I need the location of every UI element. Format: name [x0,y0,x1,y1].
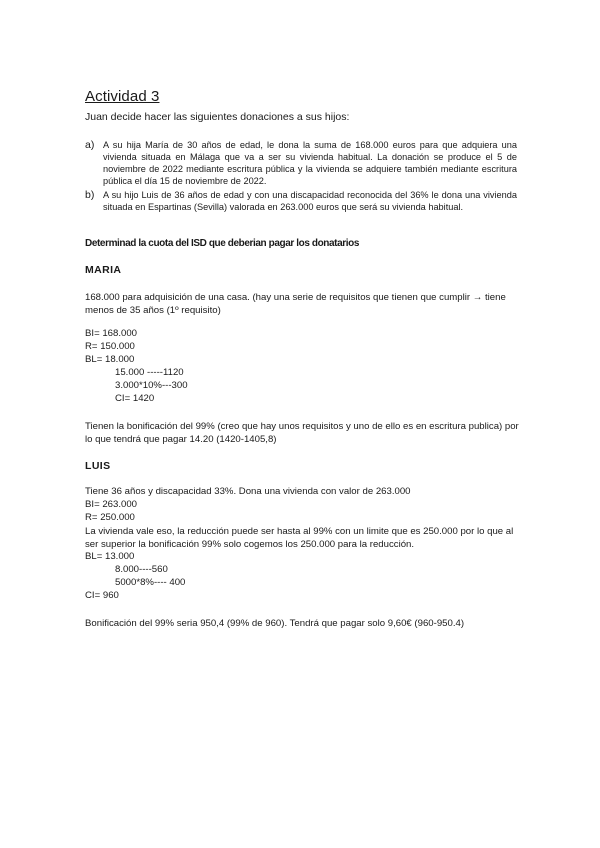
maria-line: CI= 1420 [115,393,155,404]
luis-line: BL= 13.000 [85,551,135,562]
luis-line: 5000*8%---- 400 [115,577,186,588]
luis-line: R= 250.000 [85,512,135,523]
luis-line: 8.000----560 [115,564,168,575]
item-marker: b) [85,189,95,201]
question-heading: Determinad la cuota del ISD que deberian pagar los donatarios [85,238,360,249]
maria-paragraph-1: 168.000 para adquisición de una casa. (hay una serie de requisitos que tienen que cumplir → tiene menos de 35 años (1º requisito) [85,292,506,316]
maria-paragraph-2: Tienen la bonificación del 99% (creo que hay unos requisitos y uno de ello es en escritura publica) por lo que tendrá que pagar 14.20 (1420-1405,8) [85,421,519,445]
maria-heading: MARIA [85,264,122,276]
luis-line: CI= 960 [85,590,119,601]
maria-line: BL= 18.000 [85,354,135,365]
maria-line: 15.000 -----1120 [115,367,184,378]
luis-heading: LUIS [85,460,111,472]
maria-line: R= 150.000 [85,341,135,352]
item-text: A su hija María de 30 años de edad, le dona la suma de 168.000 euros para que adquiera una vivienda situada en Málaga que va a ser su vivienda habitual. La donación se produce el 5 de noviembre de 2022 mediante escritura pública y la vivienda se adquiere también mediante escritura pública el día 15 de noviembre de 2022. [103,140,517,186]
activity-title: Actividad 3 [85,88,160,105]
intro-text: Juan decide hacer las siguientes donaciones a sus hijos: [85,111,350,123]
item-a [85,139,517,187]
luis-paragraph-1: La vivienda vale eso, la reducción puede ser hasta al 99% con un limite que es 250.000 por lo que al ser superior la bonificación 99% solo cogemos los 250.000 para la reducción. [85,526,514,550]
maria-line: 3.000*10%---300 [115,380,188,391]
item-text: A su hijo Luis de 36 años de edad y con una discapacidad reconocida del 36% le dona una vivienda situada en Espartinas (Sevilla) valorada en 263.000 euros que será su vivienda habitual. [103,190,517,212]
luis-paragraph-2: Bonificación del 99% seria 950,4 (99% de 960). Tendrá que pagar solo 9,60€ (960-950.4) [85,618,465,629]
maria-line: BI= 168.000 [85,328,138,339]
luis-line: Tiene 36 años y discapacidad 33%. Dona una vivienda con valor de 263.000 [85,486,411,497]
item-b [85,189,517,213]
luis-line: BI= 263.000 [85,499,138,510]
item-marker: a) [85,139,95,151]
